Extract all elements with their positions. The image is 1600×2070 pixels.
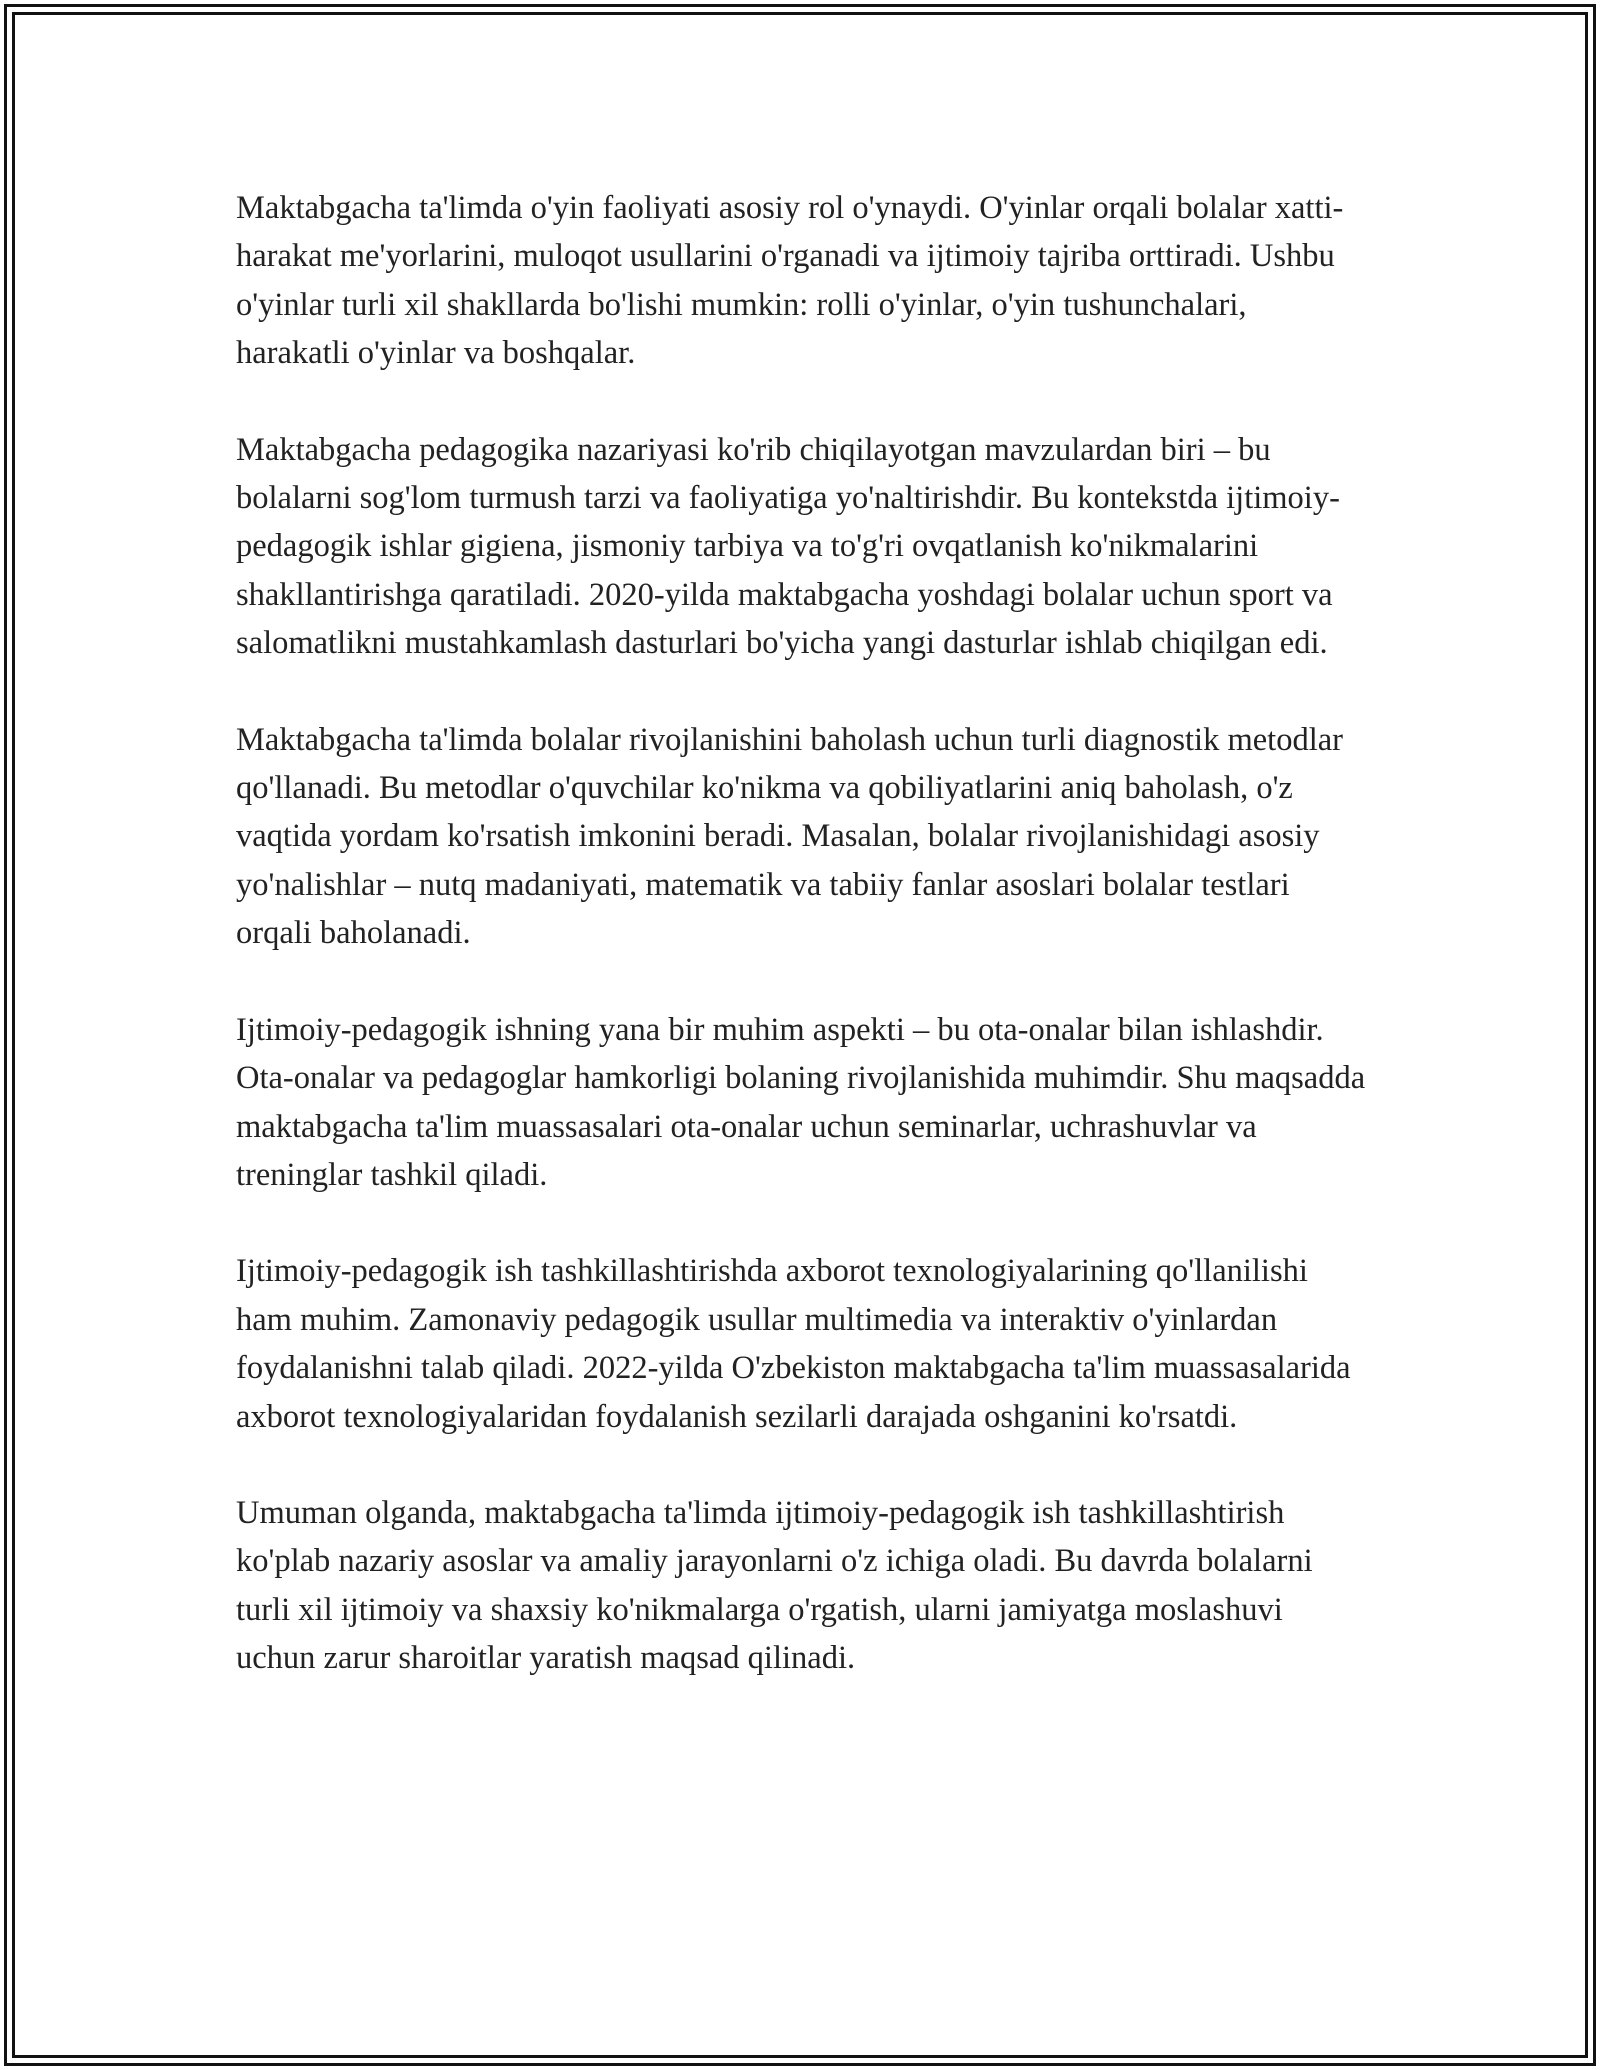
- document-body: [236, 184, 1366, 1731]
- paragraph-6: Umuman olganda, maktabgacha ta'limda ijtimoiy-pedagogik ish tashkillashtirish ko'plab nazariy asoslar va amaliy jarayonlarni o'z ichiga oladi. Bu davrda bolalarni turli xil ijtimoiy va shaxsiy ko'nikmalarga o'rgatish, ularni jamiyatga moslashuvi uchun zarur sharoitlar yaratish maqsad qilinadi.: [236, 1494, 1313, 1677]
- paragraph-5: Ijtimoiy-pedagogik ish tashkillashtirishda axborot texnologiyalarining qo'llanilishi ham muhim. Zamonaviy pedagogik usullar multimedia va interaktiv o'yinlardan foydalanishni talab qiladi. 2022-yilda O'zbekiston maktabgacha ta'lim muassasalarida axborot texnologiyalaridan foydalanish sezilarli darajada oshganini ko'rsatdi.: [236, 1253, 1351, 1435]
- paragraph-1: Maktabgacha ta'limda o'yin faoliyati asosiy rol o'ynaydi. O'yinlar orqali bolalar xatti-harakat me'yorlarini, muloqot usullarini o'rganadi va ijtimoiy tajriba orttiradi. Ushbu o'yinlar turli xil shakllarda bo'lishi mumkin: rolli o'yinlar, o'yin tushunchalari, harakatli o'yinlar va boshqalar.: [236, 190, 1344, 372]
- paragraph-4: Ijtimoiy-pedagogik ishning yana bir muhim aspekti – bu ota-onalar bilan ishlashdir. Ota-onalar va pedagoglar hamkorligi bolaning rivojlanishida muhimdir. Shu maqsadda maktabgacha ta'lim muassasalari ota-onalar uchun seminarlar, uchrashuvlar va treninglar tashkil qiladi.: [236, 1011, 1366, 1193]
- paragraph-3: Maktabgacha ta'limda bolalar rivojlanishini baholash uchun turli diagnostik metodlar qo'llanadi. Bu metodlar o'quvchilar ko'nikma va qobiliyatlarini aniq baholash, o'z vaqtida yordam ko'rsatish imkonini beradi. Masalan, bolalar rivojlanishidagi asosiy yo'nalishlar – nutq madaniyati, matematik va tabiiy fanlar asoslari bolalar testlari orqali baholanadi.: [236, 721, 1343, 952]
- paragraph-2: Maktabgacha pedagogika nazariyasi ko'rib chiqilayotgan mavzulardan biri – bu bolalarni sog'lom turmush tarzi va faoliyatiga yo'naltirishdir. Bu kontekstda ijtimoiy-pedagogik ishlar gigiena, jismoniy tarbiya va to'g'ri ovqatlanish ko'nikmalarini shakllantirishga qaratiladi. 2020-yilda maktabgacha yoshdagi bolalar uchun sport va salomatlikni mustahkamlash dasturlari bo'yicha yangi dasturlar ishlab chiqilgan edi.: [236, 431, 1340, 662]
